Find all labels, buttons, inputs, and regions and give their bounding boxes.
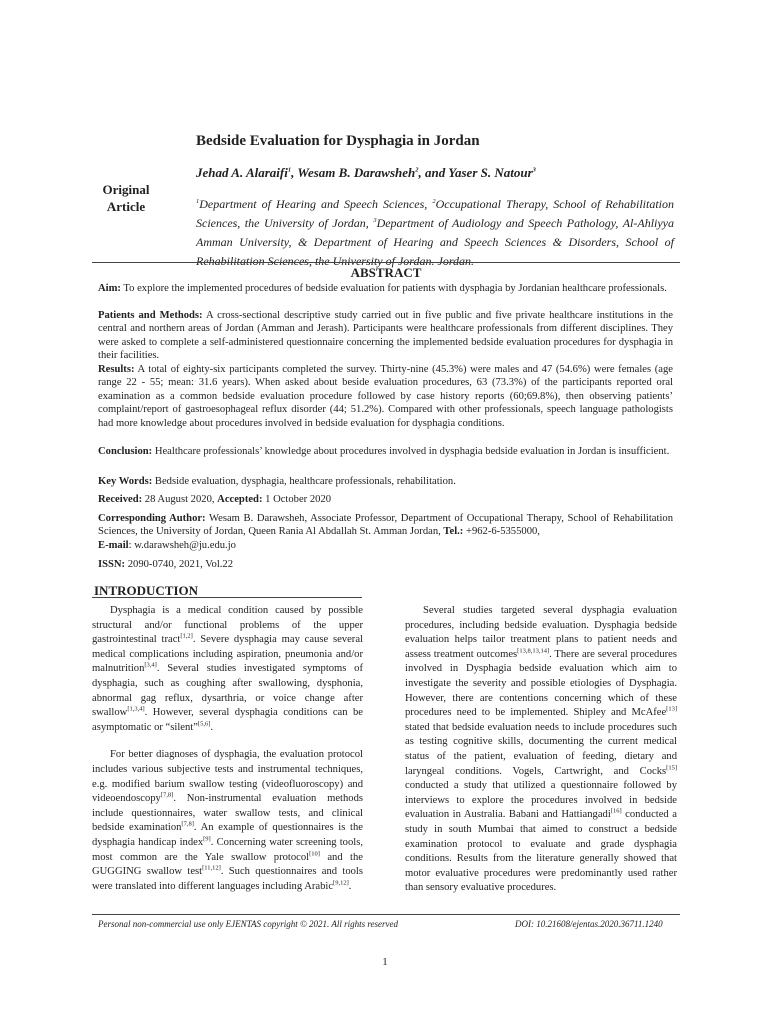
- author-name: Yaser S. Natour: [448, 165, 533, 180]
- abstract-methods: [98, 309, 673, 363]
- left-column: [92, 604, 363, 894]
- tel-text: +962-6-5355000,: [463, 526, 540, 538]
- citation: [13,8,13,14]: [517, 647, 550, 655]
- paragraph: [92, 748, 363, 894]
- citation: [3,4]: [144, 661, 157, 669]
- text-run: . Non-instrumental evaluation methods include questionnaires, water swallow tests, and clinical bedside examination: [92, 793, 363, 834]
- text-run: . An example of questionnaires is the dysphagia handicap index: [92, 822, 363, 848]
- divider: [92, 597, 362, 598]
- email-label: E-mail: [98, 539, 129, 551]
- issn-label: ISSN:: [98, 559, 126, 570]
- email-text[interactable]: : w.darawsheh@ju.edu.jo: [128, 539, 236, 551]
- text-run: . Such questionnaires and tools were translated into different languages including Arabic: [92, 866, 364, 892]
- dates: [98, 493, 673, 506]
- affil-text: Department of Audiology and Speech Pathology, Al-Ahliyya Amman University, & Department of Hearing and Speech Sciences & Disorders, School of Rehabilitation Sciences, the University of Jordan. Jordan.: [196, 216, 675, 268]
- page-number: 1: [382, 956, 388, 968]
- paragraph: [405, 604, 677, 896]
- affil-text: Department of Hearing and Speech Sciences,: [199, 197, 433, 211]
- citation: [10]: [309, 849, 320, 857]
- received-text: 28 August 2020,: [142, 494, 218, 505]
- citation: [1,3,4]: [127, 705, 145, 713]
- paper-title: Bedside Evaluation for Dysphagia in Jordan: [196, 133, 480, 149]
- aim-text: To explore the implemented procedures of bedside evaluation for patients with dysphagia by Jordanian healthcare professionals.: [120, 283, 667, 294]
- accepted-label: Accepted:: [217, 494, 263, 505]
- text-run: conducted a study in south Mumbai that aimed to construct a bedside examination protocol to evaluate and grade dysphagia conditions. Results from the literature generally showed that motor evaluative procedures were predominantly used rather than sensory evaluative procedures.: [405, 809, 677, 894]
- copyright-notice: Personal non-commercial use only EJENTAS copyright © 2021. All rights reserved: [98, 919, 399, 929]
- accepted-text: 1 October 2020: [262, 494, 332, 505]
- divider: [92, 262, 680, 263]
- text-run: . Severe dysphagia may cause several medical complications including aspiration, pneumonia and/or malnutrition: [92, 634, 363, 675]
- citation: [5,6]: [197, 720, 211, 728]
- issn-text: 2090-0740, 2021, Vol.22: [125, 559, 234, 570]
- author-list: [196, 165, 536, 181]
- affil-sup: 3: [373, 217, 377, 224]
- citation: [15]: [666, 764, 677, 771]
- results-text: A total of eighty-six participants completed the survey. Thirty-nine (45.3%) were males and 47 (54.6%) were females (age range 22 - 55; mean: 31.6 years). When asked about beside evaluation procedures, 63 (73.3%) of the participants reported oral examination as a common bedside evaluation procedure followed by case history reports (60;69.8%), then observing patients’ complaint/report of gastroesophageal reflux disorder (44; 51.2%). Compared with other professionals, speech language pathologists had more knowledge about procedures involved in bedside evaluation for dysphagia conditions.: [98, 364, 673, 429]
- text-run: . Several studies investigated symptoms of dysphagia, such as coughing after swallowing, dysphonia, abnormal gag reflux, dysarthria, or voice change after swallow: [92, 663, 363, 719]
- affiliations: [196, 195, 674, 271]
- abstract-heading: ABSTRACT: [350, 265, 422, 280]
- text-run: conducted a study that utilized a questionnaire followed by interviews to explore the procedures involved in bedside evaluation in Australia. Babani and Hattiangadi: [405, 780, 677, 821]
- text-run: stated that bedside evaluation needs to include procedures such as testing cognitive skills, documenting the current medical status of the patient, evaluation of feeding, dietary and laryngeal conditions. Vogels, Cartwright, and Cocks: [405, 721, 677, 777]
- keywords-text: Bedside evaluation, dysphagia, healthcare professionals, rehabilitation.: [152, 476, 456, 487]
- citation: [9,12]: [333, 879, 349, 887]
- affil-sup: 2: [432, 198, 436, 205]
- citation: [9]: [203, 835, 211, 843]
- text-run: Dysphagia is a medical condition caused by possible structural and/or functional problems of the upper gastrointestinal tract: [92, 605, 363, 646]
- tel-label: Tel.:: [443, 526, 464, 538]
- corresponding-author: [98, 512, 673, 552]
- author-separator: , and: [418, 165, 449, 180]
- article-type-label: [98, 181, 154, 215]
- author-affil-sup: 3: [532, 166, 536, 174]
- text-run: .: [210, 721, 214, 733]
- article-type-line: Article: [106, 199, 146, 214]
- text-run: . There are several procedures involved in Dysphagia bedside evaluation which aim to investigate the severity and possible etiologies of Dysphagia. However, there are contentions concerning which of these procedures need to be implemented. Shipley and McAfee: [405, 648, 677, 719]
- keywords-label: Key Words:: [98, 476, 153, 487]
- text-run: . Concerning water screening tools, most common are the Yale swallow protocol: [92, 836, 363, 863]
- article-type-line: Original: [102, 182, 150, 197]
- doi[interactable]: DOI: 10.21608/ejentas.2020.36711.1240: [515, 919, 663, 929]
- citation: [7,8]: [181, 820, 194, 828]
- text-run: . However, several dysphagia conditions can be asymptomatic or “silent”: [92, 707, 363, 733]
- author-separator: ,: [291, 165, 298, 180]
- aim-label: Aim:: [98, 283, 121, 294]
- methods-label: Patients and Methods:: [98, 310, 203, 321]
- corr-label: Corresponding Author:: [98, 513, 206, 524]
- issn: [98, 558, 673, 571]
- citation: [11,12]: [202, 864, 221, 872]
- divider: [92, 914, 680, 915]
- abstract-conclusion: [98, 445, 673, 458]
- author-name: Jehad A. Alaraifi: [196, 165, 288, 180]
- text-run: .: [348, 880, 352, 892]
- citation: [7,8]: [160, 791, 174, 799]
- text-run: For better diagnoses of dysphagia, the evaluation protocol includes various subjective tests and instrumental techniques, e.g. modified barium swallow testing (videofluoroscopy) and videoendoscopy: [92, 749, 363, 805]
- conclusion-label: Conclusion:: [98, 446, 153, 457]
- abstract-results: [98, 363, 673, 430]
- author-name: Wesam B. Darawsheh: [297, 165, 416, 180]
- affil-text: Occupational Therapy, School of Rehabilitation Sciences, the University of Jordan,: [196, 197, 674, 230]
- right-column: [405, 604, 677, 896]
- keywords: [98, 475, 673, 488]
- author-affil-sup: 2: [415, 166, 419, 174]
- methods-text: A cross-sectional descriptive study carried out in five public and five private healthcare institutions in the central and northern areas of Jordan (Amman and Jerash). Participants were healthcare professionals from different disciplines. They were asked to complete a self-administered questionnaire concerning the implemented bedside evaluation procedures for dysphagia in their facilities.: [98, 310, 674, 362]
- citation: [1,2]: [180, 632, 193, 640]
- corr-text: Wesam B. Darawsheh, Associate Professor, Department of Occupational Therapy, School of Rehabilitation Sciences, the University of Jordan, Queen Rania Al Abdallah St. Amman Jordan,: [98, 513, 673, 538]
- section-heading-introduction: INTRODUCTION: [94, 583, 199, 598]
- citation: [13]: [666, 705, 677, 713]
- received-label: Received:: [98, 494, 143, 505]
- results-label: Results:: [98, 364, 135, 375]
- text-run: and the GUGGING swallow test: [92, 851, 363, 878]
- text-run: Several studies targeted several dysphagia evaluation procedures, including bedside evaluation. Dysphagia bedside evaluation helps tailor treatment plans to patient needs and assess treatment outcomes: [405, 605, 677, 660]
- abstract-aim: [98, 282, 673, 295]
- affil-sup: 1: [196, 198, 200, 205]
- author-affil-sup: 1: [287, 166, 292, 174]
- citation: [16]: [610, 807, 622, 815]
- conclusion-text: Healthcare professionals’ knowledge about procedures involved in dysphagia bedside evaluation in Jordan is insufficient.: [152, 446, 670, 457]
- paragraph: [92, 604, 363, 735]
